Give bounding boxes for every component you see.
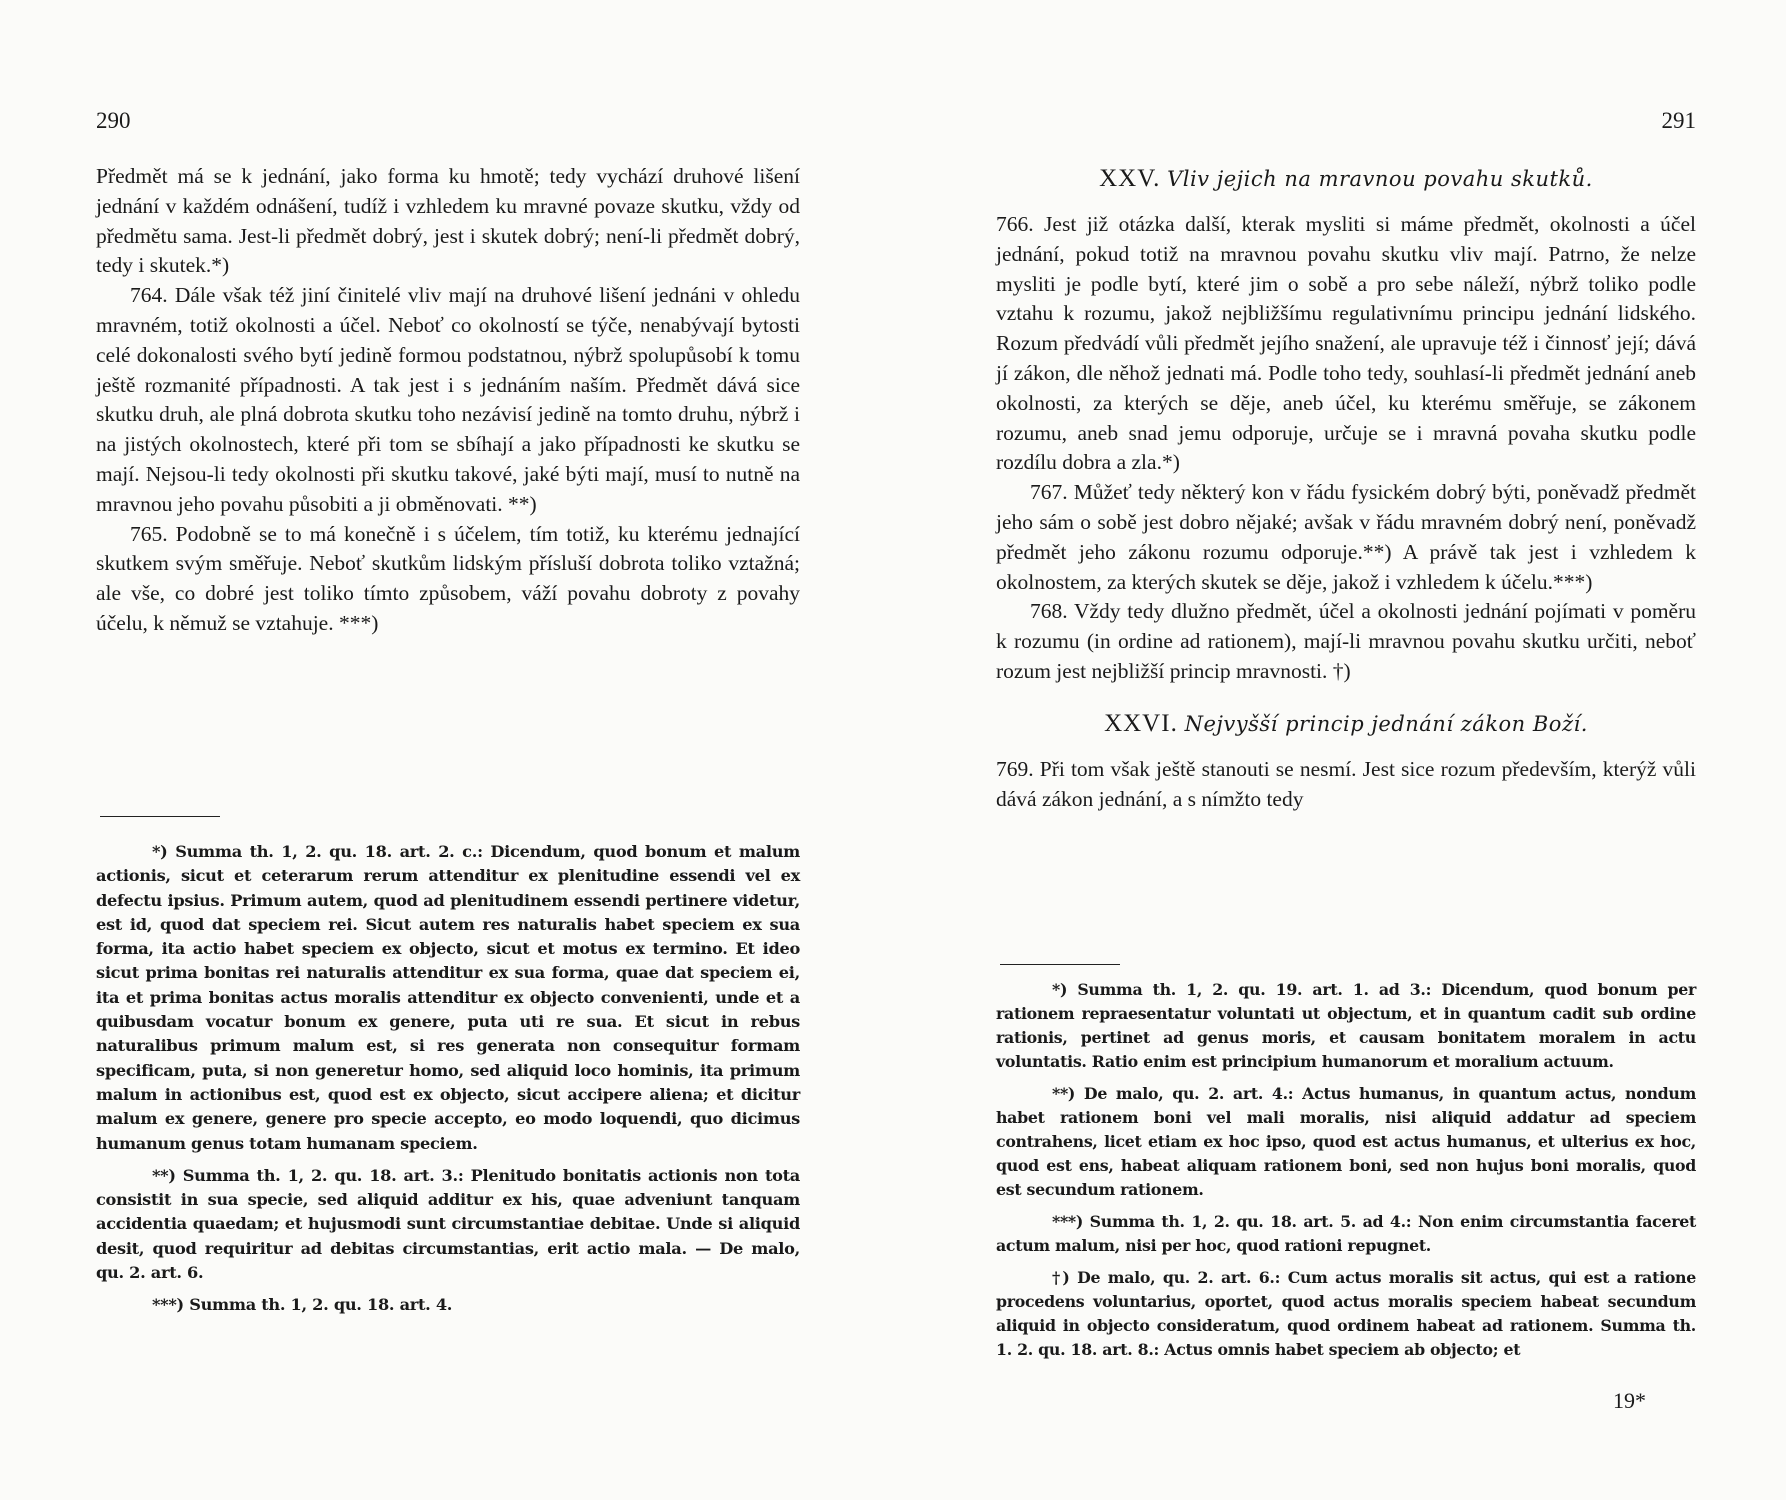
left-page <box>96 0 800 1500</box>
section-number-xxvi: XXVI. <box>1104 709 1178 737</box>
footnote-1-right: *) Summa th. 1, 2. qu. 19. art. 1. ad 3.: Dicendum, quod bonum per rationem repraesentatur voluntati ut objectum, et in quantum cadit sub ordine rationis, pertinet ad genus moris, et causam bonitatem moralem in actu voluntatis. Ratio enim est principium humanorum et moralium actuum. <box>996 980 1696 1071</box>
left-body-text <box>96 162 800 639</box>
paragraph-764: 764. Dále však též jiní činitelé vliv mají na druhové lišení jednáni v ohledu mravném, totiž okolnosti a účel. Neboť co okolností se týče, nenabývají bytosti celé dokonalosti svého bytí jedině formou podstatnou, nýbrž spolupůsobí k tomu ještě rozmanité případnosti. A tak jest i s jednáním naším. Předmět dává sice skutku druh, ale plná dobrota skutku toho nezávisí jedině na tomto druhu, nýbrž i na jistých okolnostech, které při tom se sbíhají a jako případnosti ke skutku se mají. Nejsou-li tedy okolnosti při skutku takové, jaké býti mají, musí to nutně na mravnou jeho povahu působiti a ji obměnovati. **) <box>96 283 800 516</box>
paragraph-767: 767. Můžeť tedy některý kon v řádu fysickém dobrý býti, poněvadž předmět jeho sám o sobě jest dobro nějaké; avšak v řádu mravném dobrý není, poněvadž předmět jeho zákonu rozumu odporuje.**) A právě tak jest i vzhledem k okolnostem, za kterých skutek se děje, jakož i vzhledem k účelu.***) <box>996 480 1696 594</box>
page-number-left: 290 <box>96 108 131 133</box>
paragraph-768: 768. Vždy tedy dlužno předmět, účel a okolnosti jednání pojímati v poměru k rozumu (in ordine ad rationem), mají-li mravnou povahu skutku určiti, neboť rozum jest nejbližší princip mravnosti. †) <box>996 599 1696 683</box>
paragraph-763: Předmět má se k jednání, jako forma ku hmotě; tedy vychází druhové lišení jednání v každém odnášení, tudíž i vzhledem ku mravné povaze skutku, vždy od předmětu sama. Jest-li předmět dobrý, jest i skutek dobrý; není-li předmět dobrý, tedy i skutek.*) <box>96 164 800 278</box>
section-heading-xxv <box>996 162 1696 196</box>
section-title-xxvi: Nejvyšší princip jednání zákon Boží. <box>1184 711 1588 736</box>
right-body-text <box>996 162 1696 814</box>
right-page <box>996 0 1696 1500</box>
paragraph-766: 766. Jest již otázka další, kterak mysliti si máme předmět, okolnosti a účel jednání, pokud totiž na mravnou povahu skutku vliv mají. Patrno, že nelze mysliti je podle bytí, které jim o sobě a pro sebe náleží, nýbrž toliko podle vztahu k rozumu, jakož nejbližšímu regulativnímu principu jednání lidského. Rozum předvádí vůli předmět jejího snažení, ale upravuje též i činnosť její; dává jí zákon, dle něhož jednati má. Podle toho tedy, souhlasí-li předmět jednání aneb okolnosti, za kterých se děje, aneb účel, ku kterému směřuje, se zákonem rozumu, aneb snad jemu odporuje, určuje se i mravná povaha skutku podle rozdílu dobra a zla.*) <box>996 212 1696 475</box>
paragraph-769: 769. Při tom však ještě stanouti se nesmí. Jest sice rozum především, kterýž vůli dává zákon jednání, a s nímžto tedy <box>996 756 1696 811</box>
footnote-1-left: *) Summa th. 1, 2. qu. 18. art. 2. c.: Dicendum, quod bonum et malum actionis, sicut et ceterarum rerum attenditur ex plenitudine essendi vel ex defectu ipsius. Primum autem, quod ad plenitudinem essendi pertinere videtur, est id, quod dat speciem rei. Sicut autem res naturalis habet speciem ex sua forma, ita actio habet speciem ex objecto, sicut et motus ex termino. Et ideo sicut prima bonitas rei naturalis attenditur ex sua forma, quae dat speciem ei, ita et prima bonitas actus moralis attenditur ex objecto convenienti, unde et a quibusdam vocatur bonum ex genere, puta uti re sua. Et sicut in rebus naturalibus primum malum est, si res generata non consequitur formam specificam, puta, si non generetur homo, sed aliquid loco hominis, ita primum malum in actionibus est, quod est ex objecto, sicut accipere aliena; et dicitur malum ex genere, genere pro specie accepto, eo modo loquendi, quo dicimus humanum genus totam humanam speciem. <box>96 842 800 1153</box>
footnote-3-right: ***) Summa th. 1, 2. qu. 18. art. 5. ad 4.: Non enim circumstantia faceret actum malum, nisi per hoc, quod rationi repugnet. <box>996 1212 1696 1255</box>
page-number-right: 291 <box>1661 108 1696 133</box>
section-heading-xxvi <box>996 707 1696 741</box>
paragraph-765: 765. Podobně se to má konečně i s účelem, tím totiž, ku kterému jednající skutkem svým směřuje. Neboť skutkům lidským přísluší dobrota toliko vztažná; ale vše, co dobré jest toliko tímto způsobem, váží povahu dobroty z povahy účelu, k němuž se vztahuje. ***) <box>96 521 800 635</box>
right-footnotes <box>996 978 1696 1370</box>
footnote-divider-left <box>100 816 220 817</box>
section-title-xxv: Vliv jejich na mravnou povahu skutků. <box>1167 167 1593 191</box>
section-number-xxv: XXV. <box>1099 165 1161 192</box>
footnote-4-right: †) De malo, qu. 2. art. 6.: Cum actus moralis sit actus, qui est a ratione procedens voluntarius, oportet, quod actus moralis speciem habeat secundum aliquid in objecto consideratum, quod ordinem habeat ad rationem. Summa th. 1. 2. qu. 18. art. 8.: Actus omnis habet speciem ab objecto; et <box>996 1268 1696 1359</box>
footnote-2-left: **) Summa th. 1, 2. qu. 18. art. 3.: Plenitudo bonitatis actionis non tota consistit in sua specie, sed aliquid additur ex his, quae adveniunt tanquam accidentia quaedam; et hujusmodi sunt circumstantiae debitae. Unde si aliquid desit, quod requiritur ad debitas circumstantias, erit actio mala. — De malo, qu. 2. art. 6. <box>96 1165 800 1283</box>
left-footnotes <box>96 840 800 1326</box>
printer-signature-mark: 19* <box>1613 1388 1646 1413</box>
footnote-divider-right <box>1000 964 1120 965</box>
footnote-2-right: **) De malo, qu. 2. art. 4.: Actus humanus, in quantum actus, nondum habet rationem boni vel mali moralis, nisi aliquid addatur ad speciem contrahens, licet etiam ex hoc ipso, quod est actus humanus, et ulterius ex hoc, quod est ens, habeat aliquam rationem boni, sed non hujus boni moralis, quod est secundum rationem. <box>996 1084 1696 1199</box>
footnote-3-left: ***) Summa th. 1, 2. qu. 18. art. 4. <box>152 1295 453 1315</box>
